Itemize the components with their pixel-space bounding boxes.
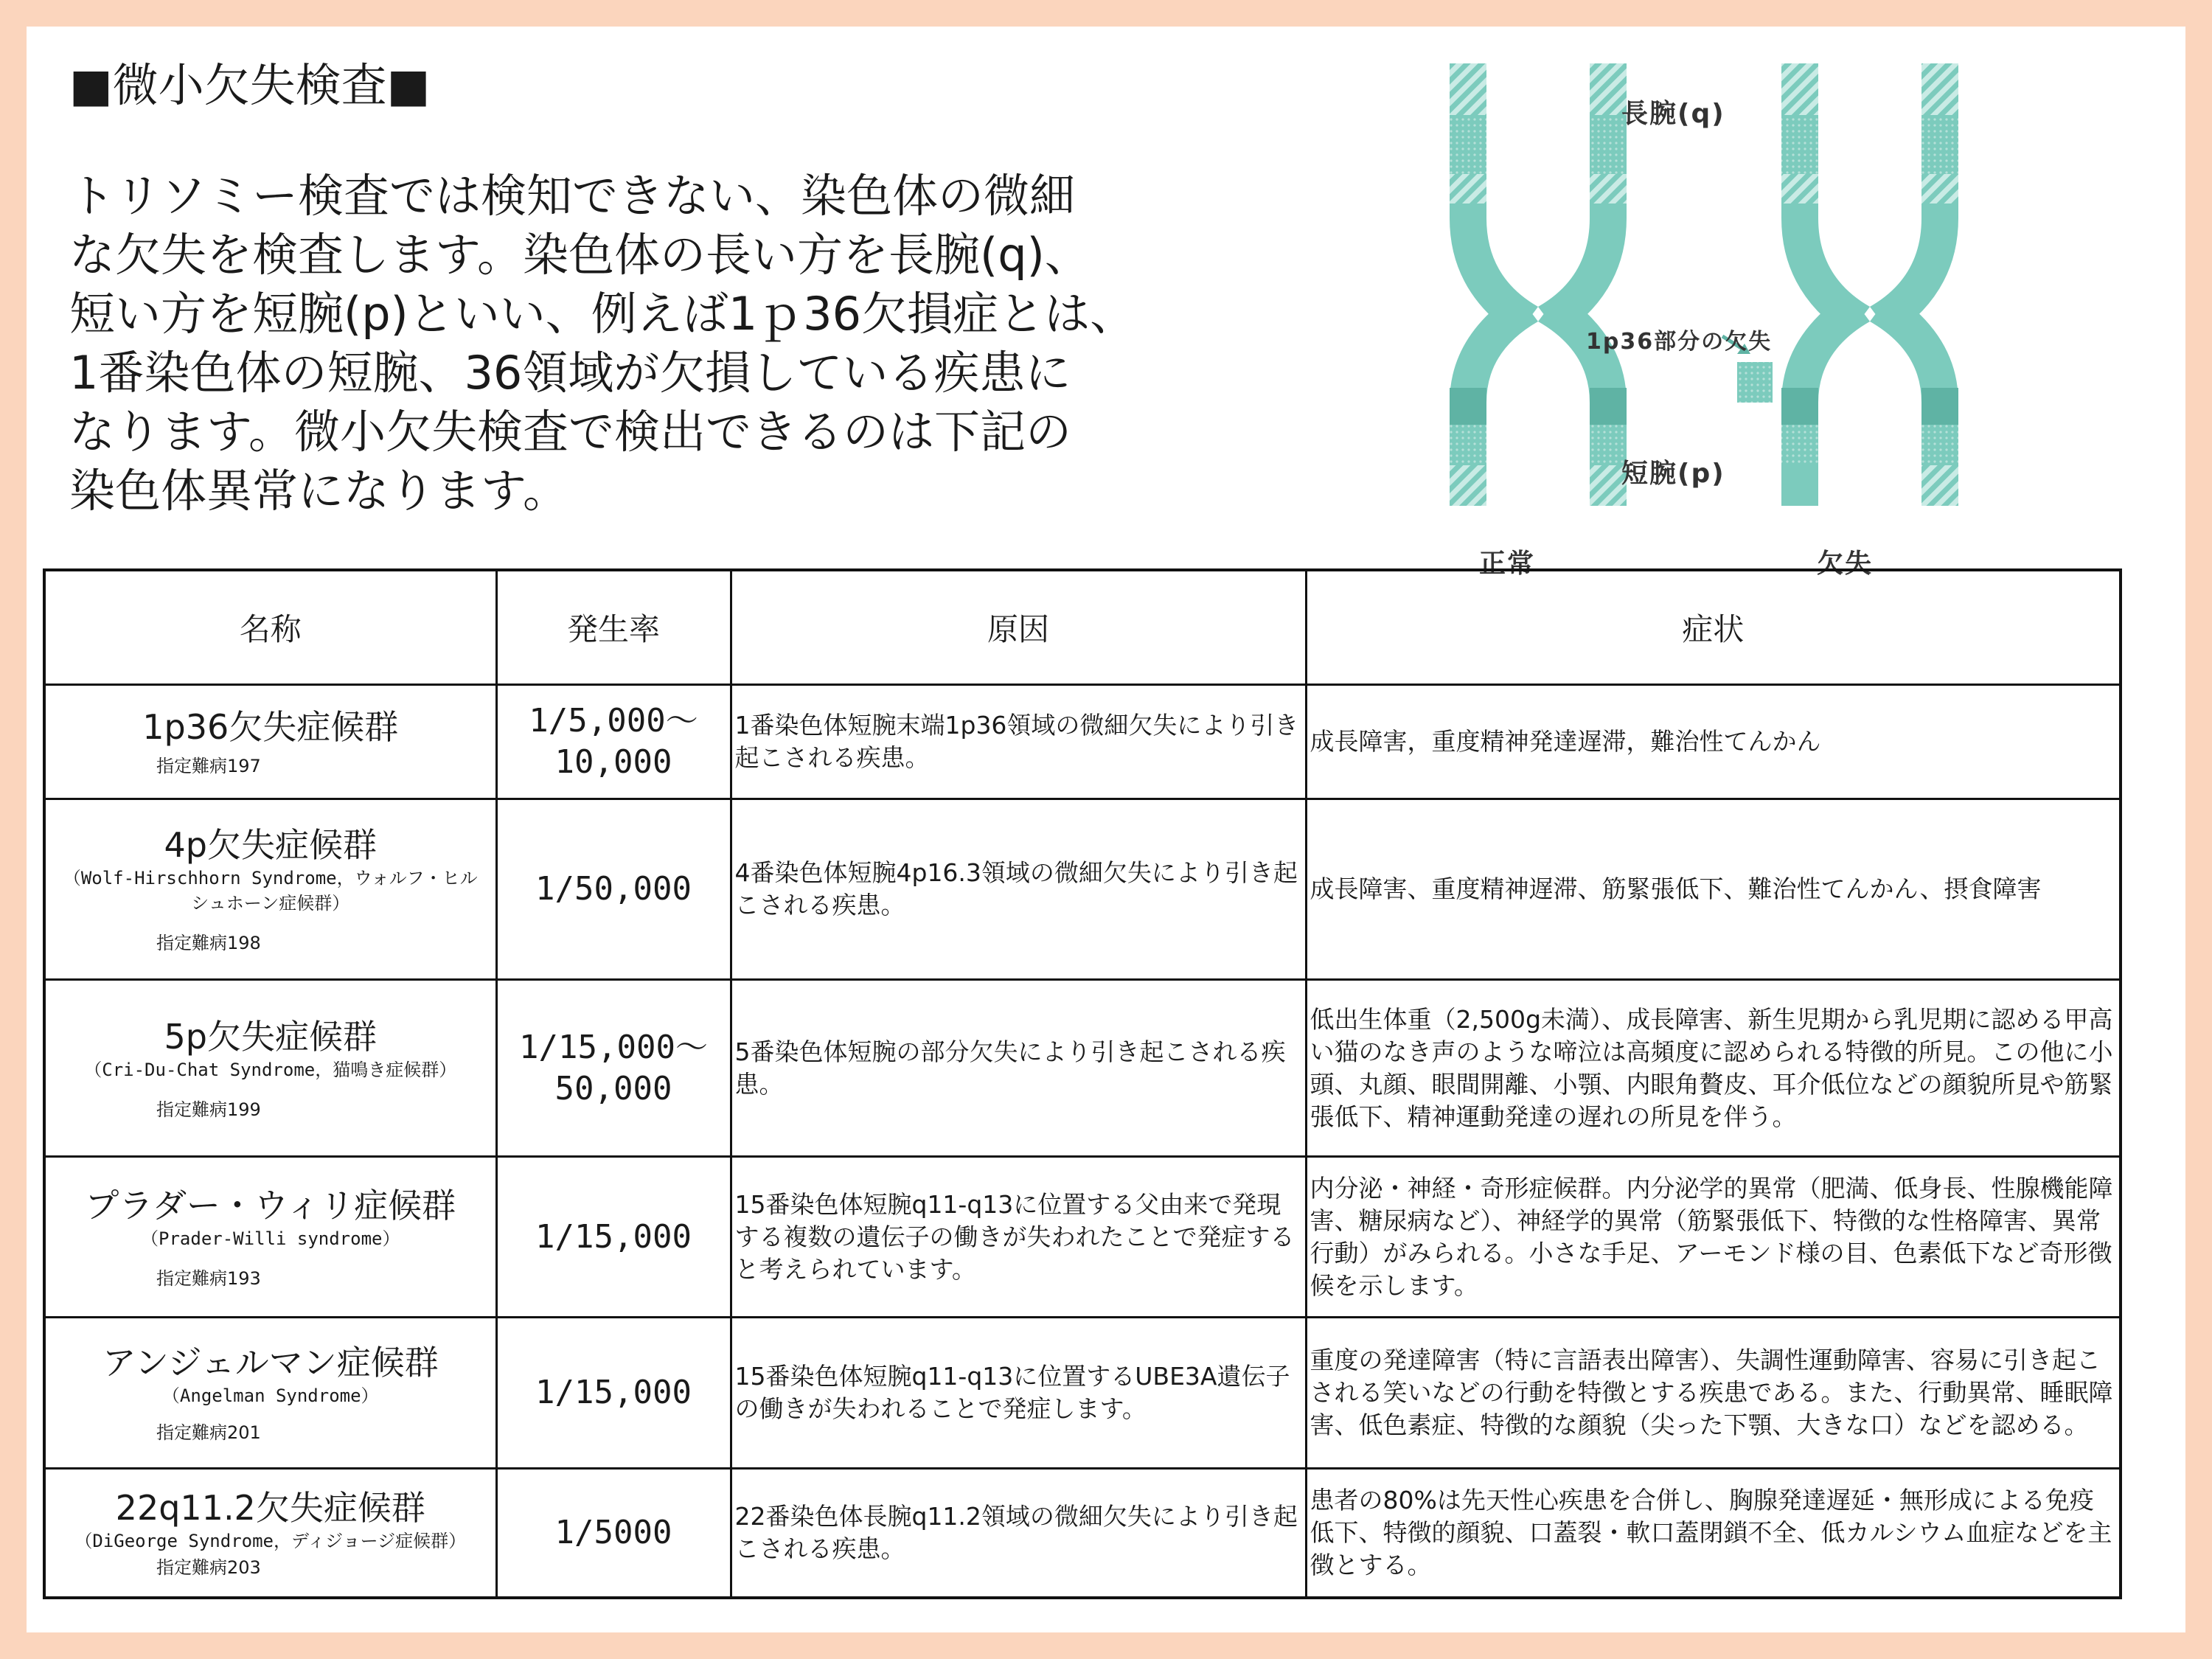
incidence-cell (496, 1157, 731, 1318)
chromosome-figure (1413, 34, 1958, 580)
incidence-rate: 1/5000 (554, 1513, 672, 1551)
disease-name-cell (44, 799, 496, 980)
symptoms-cell: 内分泌・神経・奇形症候群。内分泌学的異常（肥満、低身長、性腺機能障害、糖尿病など）、神経学的異常（筋緊張低下、特徴的な性格障害、異常行動）がみられる。小さな手足、アーモンド様の目、色素低下など奇形徴候を示します。 (1306, 1157, 2121, 1318)
incidence-cell (496, 980, 731, 1157)
incidence-rate: 1/5,000～ (529, 702, 698, 740)
table-row (44, 685, 2121, 799)
incidence-rate: 1/15,000 (535, 1217, 692, 1256)
intro-paragraph (69, 167, 1220, 521)
disease-name-cell (44, 1157, 496, 1318)
column-header-name: 名称 (44, 570, 496, 685)
page-title: ■微小欠失検査■ (69, 58, 431, 112)
disease-name: 5p欠失症候群 (164, 1016, 377, 1057)
incidence-cell (496, 685, 731, 799)
designated-disease-no: 指定難病199 (156, 1099, 261, 1120)
table-row (44, 799, 2121, 980)
incidence-rate: 50,000 (554, 1069, 672, 1107)
deleted-chromosome (1781, 63, 1958, 506)
intro-line: な欠失を検査します。染色体の長い方を長腕(q)、 (69, 228, 1091, 282)
designated-disease-no: 指定難病203 (156, 1557, 261, 1578)
symptoms-cell: 重度の発達障害（特に言語表出障害）、失調性運動障害、容易に引き起こされる笑いなどの行動を特徴とする疾患である。また、行動異常、睡眠障害、低色素症、特徴的な顔貌（尖った下顎、大きな口）などを認める。 (1306, 1318, 2121, 1469)
cause-cell: 4番染色体短腕4p16.3領域の微細欠失により引き起こされる疾患。 (731, 799, 1306, 980)
column-header-cause: 原因 (731, 570, 1306, 685)
document-page (27, 27, 2185, 1632)
disease-name-cell (44, 685, 496, 799)
disease-english-name: （Cri-Du-Chat Syndrome，猫鳴き症候群） (84, 1059, 457, 1080)
table-row (44, 1157, 2121, 1318)
microdeletion-table (43, 568, 2122, 1599)
intro-line: なります。微小欠失検査で検出できるのは下記の (69, 405, 1072, 459)
cause-cell: 15番染色体短腕q11-q13に位置する父由来で発現する複数の遺伝子の働きが失われたことで発症すると考えられています。 (731, 1157, 1306, 1318)
designated-disease-no: 指定難病197 (156, 756, 261, 776)
table-row (44, 1469, 2121, 1598)
disease-name: アンジェルマン症候群 (102, 1343, 439, 1382)
column-header-rate: 発生率 (496, 570, 731, 685)
deleted-fragment (1737, 362, 1773, 403)
disease-name-cell (44, 1318, 496, 1469)
disease-name: 1p36欠失症候群 (142, 707, 399, 747)
cause-cell: 1番染色体短腕末端1p36領域の微細欠失により引き起こされる疾患。 (731, 685, 1306, 799)
intro-line: 染色体異常になります。 (69, 464, 569, 518)
deleted-label: 欠失 (1817, 549, 1874, 579)
intro-line: トリソミー検査では検知できない、染色体の微細 (69, 169, 1076, 223)
symptoms-cell: 成長障害，重度精神発達遅滞，難治性てんかん (1306, 685, 2121, 799)
symptoms-cell: 低出生体重（2,500g未満）、成長障害、新生児期から乳児期に認める甲高い猫のなき声のような啼泣は高頻度に認められる特徴的所見。この他に小頭、丸顔、眼間開離、小顎、内眼角贅皮、耳介低位などの顔貌所見や筋緊張低下、精神運動発達の遅れの所見を伴う。 (1306, 980, 2121, 1157)
disease-english-name: （Prader-Willi syndrome） (141, 1228, 400, 1249)
incidence-cell (496, 1469, 731, 1598)
table-row (44, 1318, 2121, 1469)
incidence-rate: 1/15,000～ (519, 1028, 708, 1066)
disease-name-cell (44, 1469, 496, 1598)
designated-disease-no: 指定難病193 (156, 1267, 261, 1289)
disease-name: 22q11.2欠失症候群 (115, 1487, 425, 1528)
incidence-rate: 1/15,000 (535, 1374, 692, 1411)
disease-english-name: （Angelman Syndrome） (161, 1385, 379, 1406)
designated-disease-no: 指定難病201 (156, 1422, 261, 1443)
column-header-symptoms: 症状 (1306, 570, 2121, 685)
disease-name: プラダー・ウィリ症候群 (85, 1185, 456, 1225)
deletion-label: 1p36部分の欠失 (1586, 329, 1773, 355)
disease-english-name: （DiGeorge Syndrome，ディジョージ症候群） (74, 1530, 467, 1551)
long-arm-label: 長腕(q) (1621, 99, 1725, 129)
incidence-rate: 1/50,000 (535, 870, 692, 908)
cause-cell: 5番染色体短腕の部分欠失により引き起こされる疾患。 (731, 980, 1306, 1157)
normal-chromosome (1450, 63, 1627, 506)
cause-cell: 15番染色体短腕q11-q13に位置するUBE3A遺伝子の働きが失われることで発症します。 (731, 1318, 1306, 1469)
table-row (44, 980, 2121, 1157)
designated-disease-no: 指定難病198 (156, 933, 261, 953)
disease-name: 4p欠失症候群 (164, 825, 377, 865)
disease-english-name: （Wolf-Hirschhorn Syndrome，ウォルフ・ヒルシュホーン症候群） (63, 868, 478, 914)
short-arm-label: 短腕(p) (1621, 459, 1725, 489)
table-header-row (44, 570, 2121, 685)
symptoms-cell: 成長障害、重度精神遅滞、筋緊張低下、難治性てんかん、摂食障害 (1306, 799, 2121, 980)
cause-cell: 22番染色体長腕q11.2領域の微細欠失により引き起こされる疾患。 (731, 1469, 1306, 1598)
intro-line: 短い方を短腕(p)といい、例えば1ｐ36欠損症とは、 (69, 287, 1136, 341)
incidence-cell (496, 1318, 731, 1469)
symptoms-cell: 患者の80%は先天性心疾患を合併し、胸腺発達遅延・無形成による免疫低下、特徴的顔貌、口蓋裂・軟口蓋閉鎖不全、低カルシウム血症などを主徴とする。 (1306, 1469, 2121, 1598)
incidence-cell (496, 799, 731, 980)
incidence-rate: 10,000 (554, 743, 672, 781)
normal-label: 正常 (1479, 549, 1536, 579)
intro-line: 1番染色体の短腕、36領域が欠損している疾患に (69, 346, 1071, 400)
disease-name-cell (44, 980, 496, 1157)
